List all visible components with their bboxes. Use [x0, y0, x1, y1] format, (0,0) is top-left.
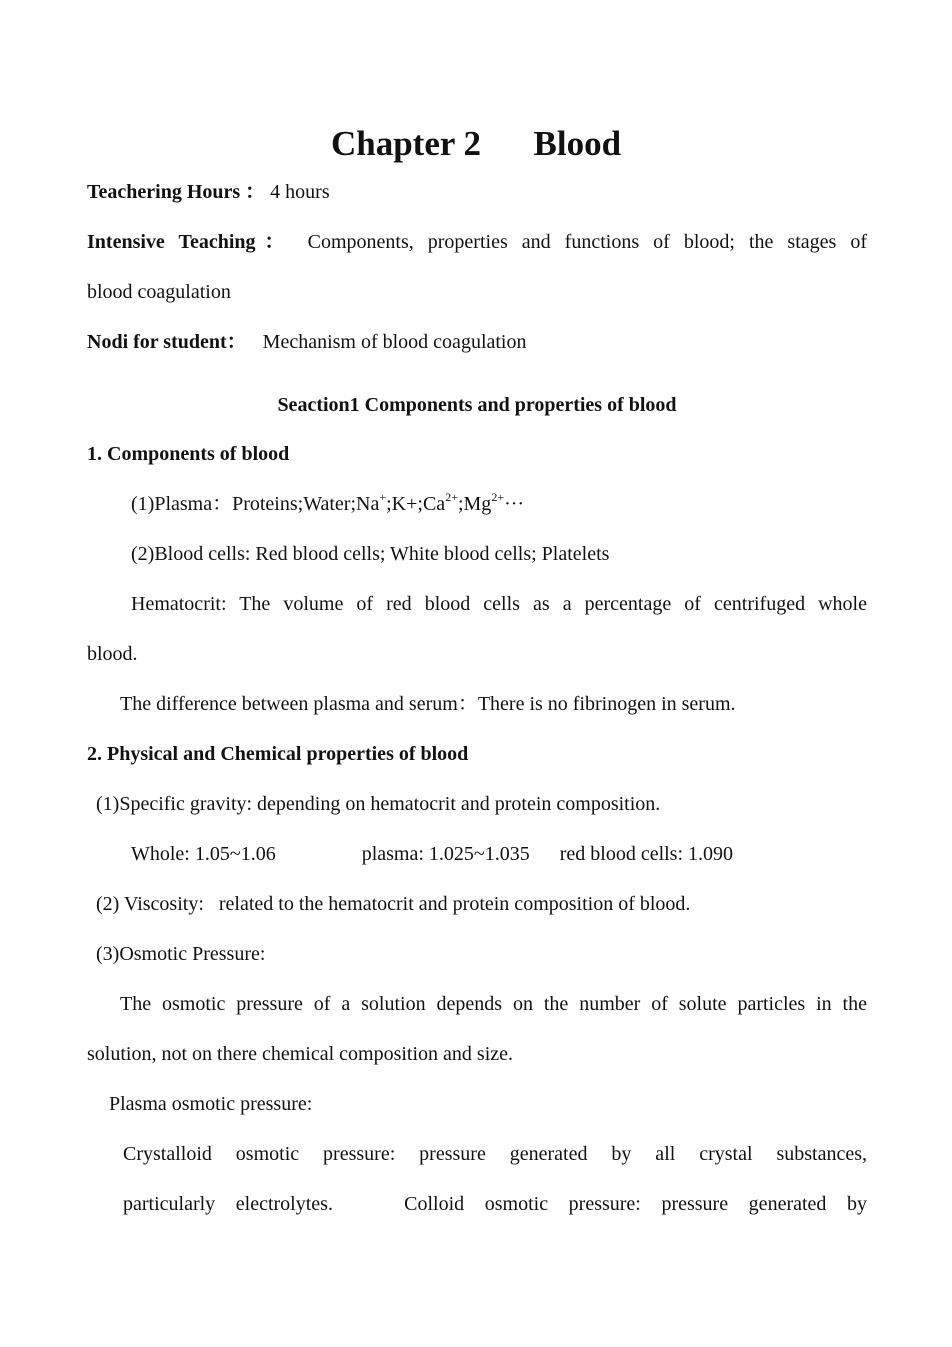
nodi-label: Nodi for student： [87, 331, 247, 353]
plasma-line [131, 491, 911, 517]
nodi-line [87, 329, 867, 355]
intensive-teaching-line [87, 229, 867, 255]
plasma-osmotic-heading: Plasma osmotic pressure: [109, 1093, 313, 1115]
crystalloid-line: Crystalloid osmotic pressure: pressure generated by all crystal substances, [123, 1143, 867, 1165]
teaching-hours-value: 4 hours [265, 181, 330, 203]
ca-superscript: 2+ [445, 490, 458, 505]
osmotic-description-continuation: solution, not on there chemical composition and size. [87, 1043, 514, 1065]
hematocrit-continuation: blood. [87, 643, 138, 665]
plasma-label: (1)Plasma： [131, 493, 233, 515]
mg-superscript: 2+ [491, 490, 505, 505]
intensive-teaching-label: Intensive Teaching： [87, 231, 294, 253]
intensive-teaching-value: Components, properties and functions of blood; the stages of [307, 231, 867, 253]
plasma-text-k: ;K+;Ca [386, 493, 446, 515]
plasma-gravity: plasma: 1.025~1.035 [361, 843, 530, 865]
rbc-gravity: red blood cells: 1.090 [559, 843, 734, 865]
crystalloid-continuation: particularly electrolytes. [123, 1193, 333, 1215]
colloid-text: Colloid osmotic pressure: pressure generated by [404, 1193, 868, 1215]
gravity-values-line [131, 841, 911, 867]
hematocrit-line: Hematocrit: The volume of red blood cells as a percentage of centrifuged whole [131, 593, 867, 615]
blood-cells-line: (2)Blood cells: Red blood cells; White blood cells; Platelets [131, 543, 610, 565]
plasma-text: Proteins;Water;Na [232, 493, 380, 515]
plasma-text-mg: ;Mg [457, 493, 492, 515]
plasma-ellipsis: ··· [504, 493, 525, 515]
section-heading: Seaction1 Components and properties of blood [277, 394, 677, 416]
intensive-teaching-continuation: blood coagulation [87, 281, 231, 303]
components-heading: 1. Components of blood [87, 443, 290, 465]
viscosity-line: (2) Viscosity: related to the hematocrit and protein composition of blood. [96, 893, 691, 915]
osmotic-pressure-heading: (3)Osmotic Pressure: [96, 943, 266, 965]
teaching-hours-line [87, 179, 867, 205]
specific-gravity-line: (1)Specific gravity: depending on hematocrit and protein composition. [96, 793, 661, 815]
nodi-value: Mechanism of blood coagulation [262, 331, 527, 353]
plasma-serum-difference: The difference between plasma and serum：There is no fibrinogen in serum. [120, 693, 736, 715]
teaching-hours-label: Teachering Hours ： [87, 181, 266, 203]
na-superscript: + [379, 490, 387, 505]
colloid-line [123, 1191, 867, 1217]
osmotic-description: The osmotic pressure of a solution depends on the number of solute particles in the [120, 993, 867, 1015]
whole-gravity: Whole: 1.05~1.06 [131, 843, 276, 865]
chapter-title: Chapter 2 Blood [330, 124, 622, 163]
properties-heading: 2. Physical and Chemical properties of blood [87, 743, 469, 765]
